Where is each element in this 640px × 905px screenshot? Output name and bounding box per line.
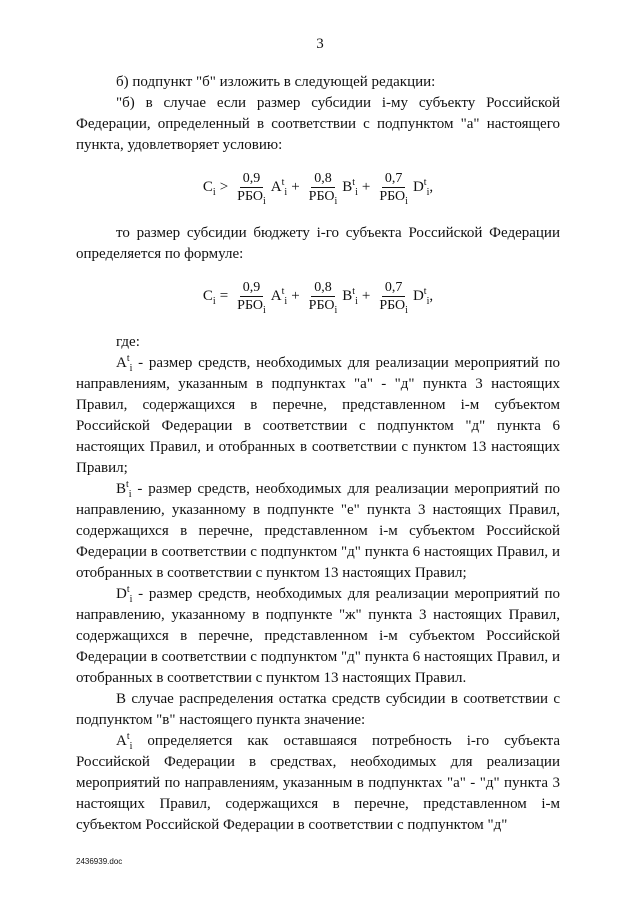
formula-lhs: $C_i$	[202, 288, 216, 307]
definition-d: $D^t_i$ - размер средств, необходимых для реализации мероприятий по направлению, указанному в подпункте "ж" пункта 3 настоящих Правил, содержащихся в перечне, представленном i-м субъектом Российской Федерации в соответствии с подпунктом "д" пункта 6 настоящих Правил, и отобранных в соответствии с пунктом 13 настоящих Правил.	[76, 584, 560, 686]
file-name-footer: 2436939.doc	[76, 857, 123, 866]
var-b: $B^t_i$	[342, 286, 358, 307]
paragraph-then: то размер субсидии бюджету i-го субъекта Российской Федерации определяется по формуле:	[76, 225, 560, 262]
paragraph-where: где:	[116, 334, 140, 350]
plus-sign: +	[361, 179, 371, 195]
paragraph-intro: б) подпункт "б" изложить в следующей редакции:	[116, 74, 436, 90]
fraction-2: $\frac{0,8}{РБО_i}$	[308, 171, 338, 207]
var-a: $A^t_i$	[270, 286, 288, 307]
fraction-2: $\frac{0,8}{РБО_i}$	[308, 280, 338, 316]
formula-operator: =	[219, 288, 229, 304]
formula-lhs: $C_i$	[202, 179, 216, 198]
page-number: 3	[316, 36, 324, 52]
fraction-1: $\frac{0,9}{РБО_i}$	[237, 171, 266, 207]
formula-condition: $C_i$ > $\frac{0,9}{РБО_i}$ $A^t_i$ + $\frac{0,8}{РБО_i}$ $B^t_i$ + $\frac{0,7}{РБО_i}$ $D^t_i$ ,	[202, 171, 434, 207]
fraction-1: $\frac{0,9}{РБО_i}$	[237, 280, 266, 316]
var-d-symbol: $D^t_i$	[116, 584, 133, 605]
var-a: $A^t_i$	[270, 177, 288, 198]
definition-a-remainder: $A^t_i$ определяется как оставшаяся потребность i-го субъекта Российской Федерации в средствах, необходимых для реализации мероприятий по направлениям, указанным в подпунктах "а" - "д" пункта 3 настоящих Правил, содержащихся в перечне, представленном i-м субъектом Российской Федерации в соответствии с подпунктом "д"	[76, 731, 560, 833]
formula-subsidy: $C_i$ = $\frac{0,9}{РБО_i}$ $A^t_i$ + $\frac{0,8}{РБО_i}$ $B^t_i$ + $\frac{0,7}{РБО_i}$ $D^t_i$ ,	[202, 280, 434, 316]
plus-sign: +	[291, 288, 300, 304]
var-d: $D^t_i$	[412, 177, 430, 198]
plus-sign: +	[291, 179, 300, 195]
document-body	[76, 72, 560, 836]
definition-b: $B^t_i$ - размер средств, необходимых для реализации мероприятий по направлению, указанному в подпункте "е" пункта 3 настоящих Правил, содержащихся в перечне, представленном i-м субъектом Российской Федерации в соответствии с подпунктом "д" пункта 6 настоящих Правил, и отобранных в соответствии с пунктом 13 настоящих Правил;	[76, 479, 560, 581]
paragraph-remainder: В случае распределения остатка средств субсидии в соответствии с подпунктом "в" настоящего пункта значение:	[76, 691, 560, 728]
var-d: $D^t_i$	[412, 286, 430, 307]
var-b: $B^t_i$	[342, 177, 358, 198]
var-b-symbol: $B^t_i$	[116, 479, 132, 500]
plus-sign: +	[361, 288, 371, 304]
var-a-symbol: $A^t_i$	[116, 731, 133, 752]
definition-a: $A^t_i$ - размер средств, необходимых для реализации мероприятий по направлениям, указанным в подпунктах "а" - "д" пункта 3 настоящих Правил, содержащихся в перечне, представленном i-м субъектом Российской Федерации в соответствии с подпунктом "д" пункта 6 настоящих Правил, и отобранных в соответствии с пунктом 13 настоящих Правил;	[76, 353, 560, 476]
fraction-3: $\frac{0,7}{РБО_i}$	[379, 171, 408, 207]
formula-operator: >	[219, 179, 229, 195]
fraction-3: $\frac{0,7}{РБО_i}$	[379, 280, 408, 316]
var-a-symbol: $A^t_i$	[116, 353, 133, 374]
paragraph-condition: "б) в случае если размер субсидии i-му субъекту Российской Федерации, определенный в соответствии с подпунктом "а" настоящего пункта, удовлетворяет условию:	[76, 95, 560, 153]
